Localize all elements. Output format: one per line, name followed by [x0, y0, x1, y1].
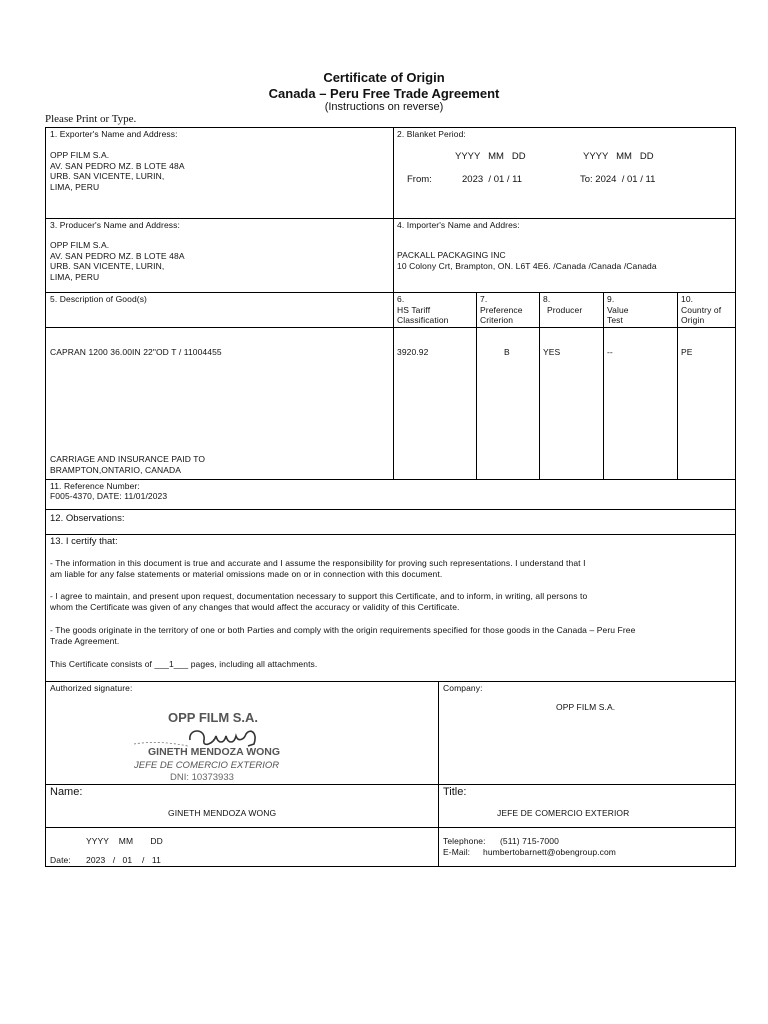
- importer-address: [397, 250, 657, 271]
- signature-scribble: [190, 731, 255, 746]
- goods-value-test: --: [607, 347, 613, 357]
- prod-label-1: Producer: [547, 304, 583, 315]
- exporter-line: OPP FILM S.A.: [50, 150, 110, 160]
- instructions-note: (Instructions on reverse): [324, 101, 444, 113]
- email-value: humbertobarnett@obengroup.com: [483, 847, 616, 857]
- goods-producer: YES: [543, 347, 561, 357]
- print-note: Please Print or Type.: [45, 113, 137, 125]
- producer-line: URB. SAN VICENTE, LURIN,: [50, 261, 165, 271]
- hs-label-2: Classification: [397, 315, 449, 325]
- blanket-period-label: 2. Blanket Period:: [397, 129, 466, 139]
- blanket-to-value: To: 2024 / 01 / 11: [580, 174, 656, 185]
- blanket-from-format: YYYY MM DD: [455, 151, 526, 162]
- certify-text: am liable for any false statements or material omissions made on or in connection with this document.: [50, 568, 443, 579]
- name-label: Name:: [50, 786, 83, 798]
- goods-hs-code: 3920.92: [397, 347, 429, 357]
- title-label: Title:: [443, 786, 467, 798]
- producer-line: AV. SAN PEDRO MZ. B LOTE 48A: [50, 250, 185, 261]
- date-label: Date:: [50, 855, 71, 865]
- importer-line: PACKALL PACKAGING INC: [397, 250, 506, 260]
- producer-line: OPP FILM S.A.: [50, 240, 110, 250]
- signature-stamp: [118, 700, 308, 784]
- value-num: 9.: [607, 294, 615, 304]
- exporter-line: LIMA, PERU: [50, 181, 100, 192]
- country-label-2: Origin: [681, 315, 705, 325]
- certificate-title: Certificate of Origin: [323, 70, 445, 85]
- blanket-to-format: YYYY MM DD: [583, 151, 654, 162]
- goods-country: PE: [681, 347, 693, 357]
- telephone-value: (511) 715-7000: [500, 836, 559, 846]
- carriage-terms: [50, 454, 205, 475]
- telephone-label: Telephone:: [443, 836, 486, 846]
- hs-tariff-header: [397, 294, 448, 326]
- blanket-from-value: 2023 / 01 / 11: [462, 174, 523, 185]
- producer-line: LIMA, PERU: [50, 271, 100, 282]
- country-num: 10.: [681, 294, 694, 304]
- importer-label: 4. Importer's Name and Addres:: [397, 220, 520, 230]
- reference-value: F005-4370, DATE: 11/01/2023: [50, 491, 168, 501]
- company-label: Company:: [443, 683, 483, 693]
- hs-num: 6.: [397, 294, 405, 304]
- preference-header: [480, 294, 523, 326]
- certificate-pages: This Certificate consists of ___1___ pages, including all attachments.: [50, 659, 318, 669]
- goods-preference: B: [504, 347, 510, 357]
- description-header: 5. Description of Good(s): [50, 294, 147, 304]
- pref-label-1: Preference: [480, 304, 523, 315]
- exporter-line: URB. SAN VICENTE, LURIN,: [50, 171, 165, 181]
- exporter-line: AV. SAN PEDRO MZ. B LOTE 48A: [50, 160, 185, 171]
- value-label-1: Value: [607, 304, 629, 315]
- pref-num: 7.: [480, 294, 488, 304]
- stamp-graphic: [118, 700, 308, 784]
- certify-text: whom the Certificate was given of any changes that would affect the accuracy or validity of this Certificate.: [50, 601, 460, 612]
- pref-label-2: Criterion: [480, 315, 514, 325]
- certify-text: - I agree to maintain, and present upon request, documentation necessary to support this Certificate, and to inform, in writing, all persons to: [50, 591, 588, 601]
- producer-header: [543, 294, 582, 315]
- producer-label: 3. Producer's Name and Address:: [50, 220, 180, 230]
- country-label-1: Country of: [681, 304, 722, 315]
- importer-line: 10 Colony Crt, Brampton, ON. L6T 4E6. /Canada /Canada /Canada: [397, 260, 657, 271]
- certify-statement-3: [50, 625, 732, 646]
- exporter-label: 1. Exporter's Name and Address:: [50, 129, 178, 139]
- carriage-line-2: BRAMPTON,ONTARIO, CANADA: [50, 464, 182, 475]
- reference-label: 11. Reference Number:: [50, 481, 140, 491]
- goods-description: CAPRAN 1200 36.00IN 22"OD T / 11004455: [50, 347, 222, 357]
- company-value: OPP FILM S.A.: [556, 702, 616, 712]
- stamp-company: OPP FILM S.A.: [168, 710, 259, 725]
- signature-label: Authorized signature:: [50, 683, 133, 693]
- value-label-2: Test: [607, 315, 623, 325]
- carriage-line-1: CARRIAGE AND INSURANCE PAID TO: [50, 454, 206, 464]
- certify-statement-2: [50, 591, 732, 612]
- date-format: YYYY MM DD: [86, 836, 163, 846]
- producer-address: [50, 240, 185, 282]
- agreement-title: Canada – Peru Free Trade Agreement: [268, 86, 500, 101]
- title-value: JEFE DE COMERCIO EXTERIOR: [497, 808, 630, 818]
- certify-statement-1: [50, 558, 732, 579]
- stamp-name: GINETH MENDOZA WONG: [148, 746, 281, 758]
- name-value: GINETH MENDOZA WONG: [168, 808, 277, 818]
- certify-text: - The information in this document is true and accurate and I assume the responsibility for proving such representations. I understand that I: [50, 558, 586, 568]
- exporter-address: [50, 150, 185, 192]
- country-header: [681, 294, 721, 326]
- date-value: 2023 / 01 / 11: [86, 855, 161, 865]
- email-label: E-Mail:: [443, 847, 471, 857]
- value-test-header: [607, 294, 629, 326]
- stamp-dni: DNI: 10373933: [170, 772, 234, 783]
- hs-label-1: HS Tariff: [397, 304, 431, 315]
- certify-label: 13. I certify that:: [50, 536, 118, 547]
- stamp-title: JEFE DE COMERCIO EXTERIOR: [134, 760, 280, 771]
- observations-label: 12. Observations:: [50, 513, 125, 524]
- certify-text: - The goods originate in the territory of one or both Parties and comply with the origin requirements specified for those goods in the Canada – Peru Free: [50, 625, 636, 635]
- certify-text: Trade Agreement.: [50, 635, 120, 646]
- prod-num: 8.: [543, 294, 551, 304]
- blanket-from-label: From:: [407, 174, 432, 185]
